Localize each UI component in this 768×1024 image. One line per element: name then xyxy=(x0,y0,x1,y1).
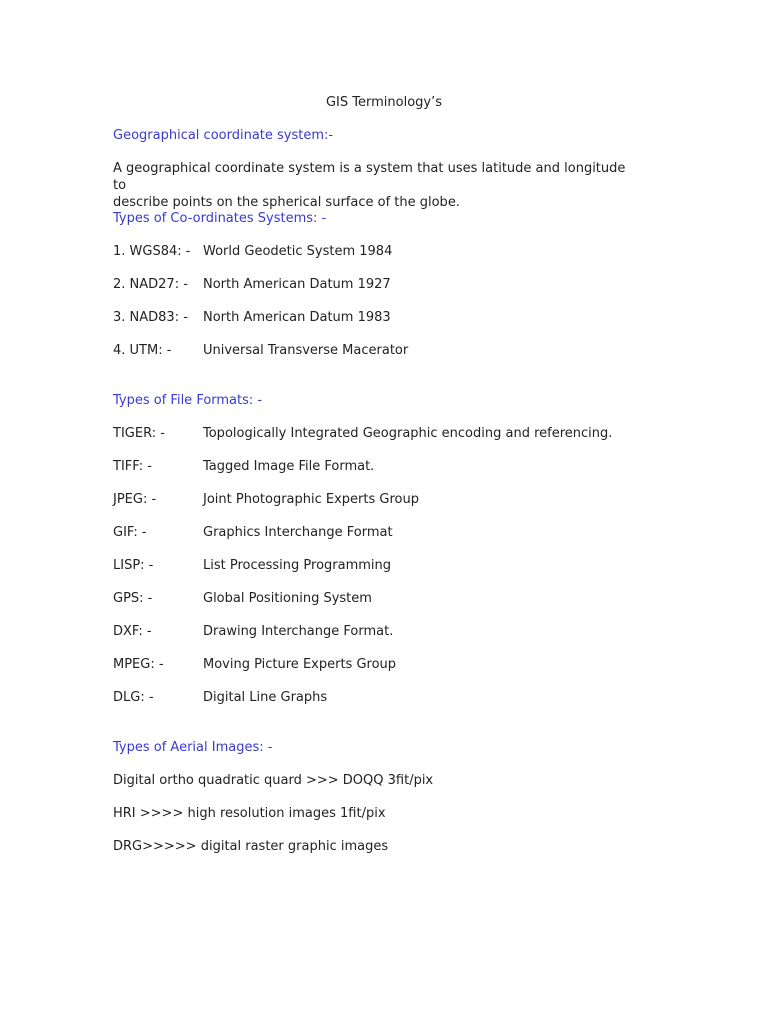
geo-heading: Geographical coordinate system:- xyxy=(113,128,334,143)
file-formats-heading: Types of File Formats: - xyxy=(113,393,263,408)
file-format-term: JPEG: - xyxy=(113,492,157,507)
coord-system-desc: North American Datum 1983 xyxy=(203,310,391,325)
file-format-desc: Graphics Interchange Format xyxy=(203,525,393,540)
coord-system-term: 4. UTM: - xyxy=(113,343,172,358)
file-format-term: GPS: - xyxy=(113,591,153,606)
file-format-term: GIF: - xyxy=(113,525,147,540)
coord-system-desc: North American Datum 1927 xyxy=(203,277,391,292)
aerial-image-item: HRI >>>> high resolution images 1fit/pix xyxy=(113,806,386,821)
coord-system-desc: World Geodetic System 1984 xyxy=(203,244,393,259)
file-format-term: LISP: - xyxy=(113,558,154,573)
aerial-images-heading: Types of Aerial Images: - xyxy=(113,740,273,755)
file-format-term: TIFF: - xyxy=(113,459,152,474)
coord-system-term: 3. NAD83: - xyxy=(113,310,188,325)
file-format-desc: Global Positioning System xyxy=(203,591,372,606)
coord-system-term: 2. NAD27: - xyxy=(113,277,188,292)
document-title: GIS Terminology’s xyxy=(325,95,443,110)
file-format-term: MPEG: - xyxy=(113,657,164,672)
coord-system-term: 1. WGS84: - xyxy=(113,244,191,259)
file-format-desc: Drawing Interchange Format. xyxy=(203,624,394,639)
file-format-desc: Joint Photographic Experts Group xyxy=(203,492,419,507)
geo-paragraph-line-2: describe points on the spherical surface of the globe. xyxy=(113,195,460,210)
coord-system-desc: Universal Transverse Macerator xyxy=(203,343,409,358)
coord-systems-heading: Types of Co-ordinates Systems: - xyxy=(113,211,327,226)
file-format-desc: Digital Line Graphs xyxy=(203,690,328,705)
geo-paragraph-line-1: A geographical coordinate system is a system that uses latitude and longitude to xyxy=(113,161,626,193)
aerial-image-item: Digital ortho quadratic quard >>> DOQQ 3fit/pix xyxy=(113,773,434,788)
file-format-desc: Topologically Integrated Geographic encoding and referencing. xyxy=(203,426,613,441)
file-format-term: TIGER: - xyxy=(113,426,165,441)
file-format-term: DXF: - xyxy=(113,624,152,639)
file-format-term: DLG: - xyxy=(113,690,154,705)
geo-paragraph xyxy=(113,160,633,211)
file-format-desc: Moving Picture Experts Group xyxy=(203,657,397,672)
aerial-image-item: DRG>>>>> digital raster graphic images xyxy=(113,839,389,854)
file-format-desc: Tagged Image File Format. xyxy=(203,459,375,474)
file-format-desc: List Processing Programming xyxy=(203,558,392,573)
